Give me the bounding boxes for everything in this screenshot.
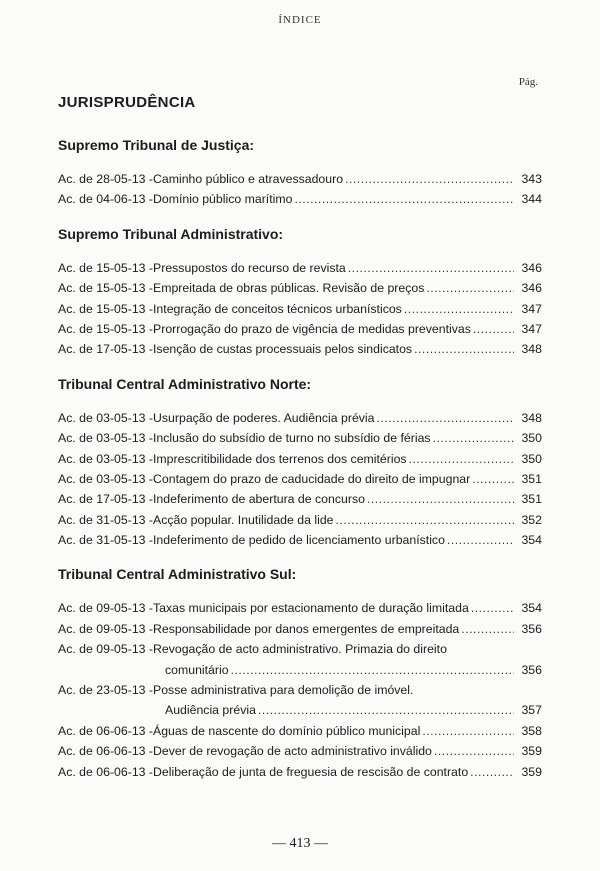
- dot-leader: [433, 428, 514, 448]
- entry-date: Ac. de 31-05-13 -: [58, 512, 154, 527]
- dot-leader: [426, 278, 514, 298]
- entry-date: Ac. de 15-05-13 -: [58, 301, 154, 316]
- index-entry: [58, 169, 542, 189]
- entry-line: [58, 469, 542, 489]
- entry-page-number: 356: [521, 621, 542, 636]
- entry-title: Domínio público marítimo: [153, 192, 293, 207]
- index-entry: [58, 428, 542, 448]
- entry-date: Ac. de 03-05-13 -: [58, 451, 154, 466]
- entry-title: Posse administrativa para demolição de imóvel.: [153, 683, 414, 698]
- entry-line: [58, 449, 542, 469]
- index-entry: [58, 680, 542, 721]
- entry-line: [58, 639, 542, 659]
- entry-date: Ac. de 03-05-13 -: [58, 410, 154, 425]
- index-entry: [58, 489, 542, 509]
- main-title: JURISPRUDÊNCIA: [58, 94, 196, 111]
- entry-line: [58, 428, 542, 448]
- entry-date: Ac. de 09-05-13 -: [58, 601, 154, 616]
- dot-leader: [409, 449, 514, 469]
- entry-title: Pressupostos do recurso de revista: [153, 260, 346, 275]
- entry-page-number: 343: [521, 172, 542, 186]
- entry-title: Indeferimento de pedido de licenciamento urbanístico: [153, 533, 445, 548]
- entry-title: Indeferimento de abertura de concurso: [153, 492, 365, 507]
- entry-page-number: 351: [521, 492, 542, 507]
- dot-leader: [367, 489, 514, 509]
- entry-page-number: 346: [521, 260, 542, 275]
- entry-page-number: 346: [521, 281, 542, 296]
- dot-leader: [470, 762, 514, 782]
- index-entry: [58, 762, 542, 782]
- section-title: Tribunal Central Administrativo Norte:: [58, 375, 312, 392]
- dot-leader: [414, 339, 514, 359]
- index-entry: [58, 469, 542, 489]
- page-number: — 413 —: [272, 836, 328, 851]
- dot-leader: [348, 258, 514, 278]
- entry-page-number: 347: [521, 301, 542, 316]
- entry-title: Responsabilidade por danos emergentes de empreitada: [153, 621, 460, 636]
- entry-title: Taxas municipais por estacionamento de duração limitada: [153, 601, 469, 616]
- index-entry: [58, 278, 542, 298]
- entry-line: [58, 489, 542, 509]
- dot-leader: [472, 469, 514, 489]
- dot-leader: [404, 299, 514, 319]
- entry-date: Ac. de 04-06-13 -: [58, 192, 154, 207]
- entry-date: Ac. de 23-05-13 -: [58, 683, 154, 698]
- entry-line: [58, 721, 542, 741]
- entry-date: Ac. de 09-05-13 -: [58, 621, 154, 636]
- entry-title: Integração de conceitos técnicos urbanísticos: [153, 301, 402, 316]
- entry-page-number: 352: [521, 512, 542, 527]
- index-entry: [58, 449, 542, 469]
- index-entry: [58, 189, 542, 209]
- section-title: Supremo Tribunal de Justiça:: [58, 137, 255, 153]
- index-section: [58, 565, 542, 782]
- index-entry: [58, 598, 542, 618]
- page-column-label: Pág.: [518, 76, 538, 88]
- entry-title: Acção popular. Inutilidade da lide: [153, 512, 334, 527]
- dot-leader: [473, 319, 514, 339]
- entry-date: Ac. de 15-05-13 -: [58, 260, 154, 275]
- dot-leader: [258, 700, 514, 720]
- entry-title: Revogação de acto administrativo. Primazia do direito: [153, 642, 447, 657]
- entry-line: [58, 598, 542, 618]
- entry-date: Ac. de 15-05-13 -: [58, 321, 154, 336]
- entry-page-number: 354: [521, 533, 542, 548]
- entry-line: [58, 169, 542, 189]
- entry-page-number: 359: [521, 744, 542, 759]
- entry-line: [58, 339, 542, 359]
- index-section: [58, 375, 542, 551]
- running-head: ÍNDICE: [278, 14, 322, 26]
- entry-line: [58, 762, 542, 782]
- entry-line: [58, 510, 542, 530]
- entry-date: Ac. de 06-06-13 -: [58, 723, 154, 738]
- entry-page-number: 357: [521, 703, 542, 718]
- entry-line: [58, 660, 542, 680]
- entry-date: Ac. de 17-05-13 -: [58, 342, 154, 357]
- entry-date: Ac. de 03-05-13 -: [58, 431, 154, 446]
- entry-page-number: 354: [521, 601, 542, 616]
- entry-page-number: 348: [521, 410, 542, 425]
- entry-line: [58, 299, 542, 319]
- dot-leader: [471, 598, 514, 618]
- entry-line: [58, 319, 542, 339]
- entry-title: Deliberação de junta de freguesia de rescisão de contrato: [153, 764, 469, 779]
- entry-line: [58, 680, 542, 700]
- index-section: [58, 136, 542, 210]
- dot-leader: [231, 660, 514, 680]
- index-section: [58, 225, 542, 360]
- entry-date: Ac. de 06-06-13 -: [58, 744, 154, 759]
- entry-page-number: 350: [521, 431, 542, 446]
- entry-line: [58, 619, 542, 639]
- entry-page-number: 344: [521, 192, 542, 207]
- entry-title: Audiência prévia: [165, 703, 256, 718]
- entry-page-number: 358: [521, 723, 542, 738]
- entry-page-number: 350: [521, 451, 542, 466]
- index-sections: [58, 126, 542, 797]
- entry-page-number: 347: [521, 321, 542, 336]
- entry-title: Usurpação de poderes. Audiência prévia: [153, 410, 375, 425]
- dot-leader: [294, 189, 514, 209]
- dot-leader: [434, 741, 514, 761]
- entry-line: [58, 741, 542, 761]
- index-entry: [58, 639, 542, 680]
- index-entry: [58, 721, 542, 741]
- entry-date: Ac. de 28-05-13 -: [58, 172, 154, 186]
- entry-line: [58, 700, 542, 720]
- dot-leader: [345, 169, 514, 189]
- entry-page-number: 351: [521, 471, 542, 486]
- index-entry: [58, 510, 542, 530]
- entry-line: [58, 189, 542, 209]
- entry-page-number: 356: [521, 662, 542, 677]
- entry-date: Ac. de 06-06-13 -: [58, 764, 154, 779]
- section-title: Tribunal Central Administrativo Sul:: [58, 566, 297, 583]
- entry-date: Ac. de 15-05-13 -: [58, 281, 154, 296]
- index-entry: [58, 619, 542, 639]
- dot-leader: [336, 510, 515, 530]
- entry-line: [58, 408, 542, 428]
- entry-line: [58, 258, 542, 278]
- entry-date: Ac. de 31-05-13 -: [58, 533, 154, 548]
- entry-page-number: 348: [521, 342, 542, 357]
- entry-title: Dever de revogação de acto administrativo inválido: [153, 744, 432, 759]
- dot-leader: [461, 619, 514, 639]
- dot-leader: [377, 408, 514, 428]
- entry-date: Ac. de 17-05-13 -: [58, 492, 154, 507]
- entry-date: Ac. de 03-05-13 -: [58, 471, 154, 486]
- index-entry: [58, 408, 542, 428]
- entry-title: Caminho público e atravessadouro: [153, 172, 344, 186]
- entry-title: Empreitada de obras públicas. Revisão de preços: [153, 281, 425, 296]
- dot-leader: [447, 530, 514, 550]
- section-title: Supremo Tribunal Administrativo:: [58, 225, 284, 242]
- entry-title: Inclusão do subsídio de turno no subsídio de férias: [153, 431, 431, 446]
- entry-line: [58, 278, 542, 298]
- entry-line: [58, 530, 542, 550]
- entry-title: Águas de nascente do domínio público municipal: [153, 723, 421, 738]
- entry-title: comunitário: [165, 662, 229, 677]
- entry-title: Imprescritibilidade dos terrenos dos cemitérios: [153, 451, 407, 466]
- index-entry: [58, 741, 542, 761]
- entry-title: Isenção de custas processuais pelos sindicatos: [153, 342, 413, 357]
- index-entry: [58, 319, 542, 339]
- index-entry: [58, 339, 542, 359]
- entry-title: Contagem do prazo de caducidade do direito de impugnar: [153, 471, 471, 486]
- entry-title: Prorrogação do prazo de vigência de medidas preventivas: [153, 321, 471, 336]
- index-entry: [58, 258, 542, 278]
- index-entry: [58, 299, 542, 319]
- entry-page-number: 359: [521, 764, 542, 779]
- dot-leader: [422, 721, 514, 741]
- entry-date: Ac. de 09-05-13 -: [58, 642, 154, 657]
- index-entry: [58, 530, 542, 550]
